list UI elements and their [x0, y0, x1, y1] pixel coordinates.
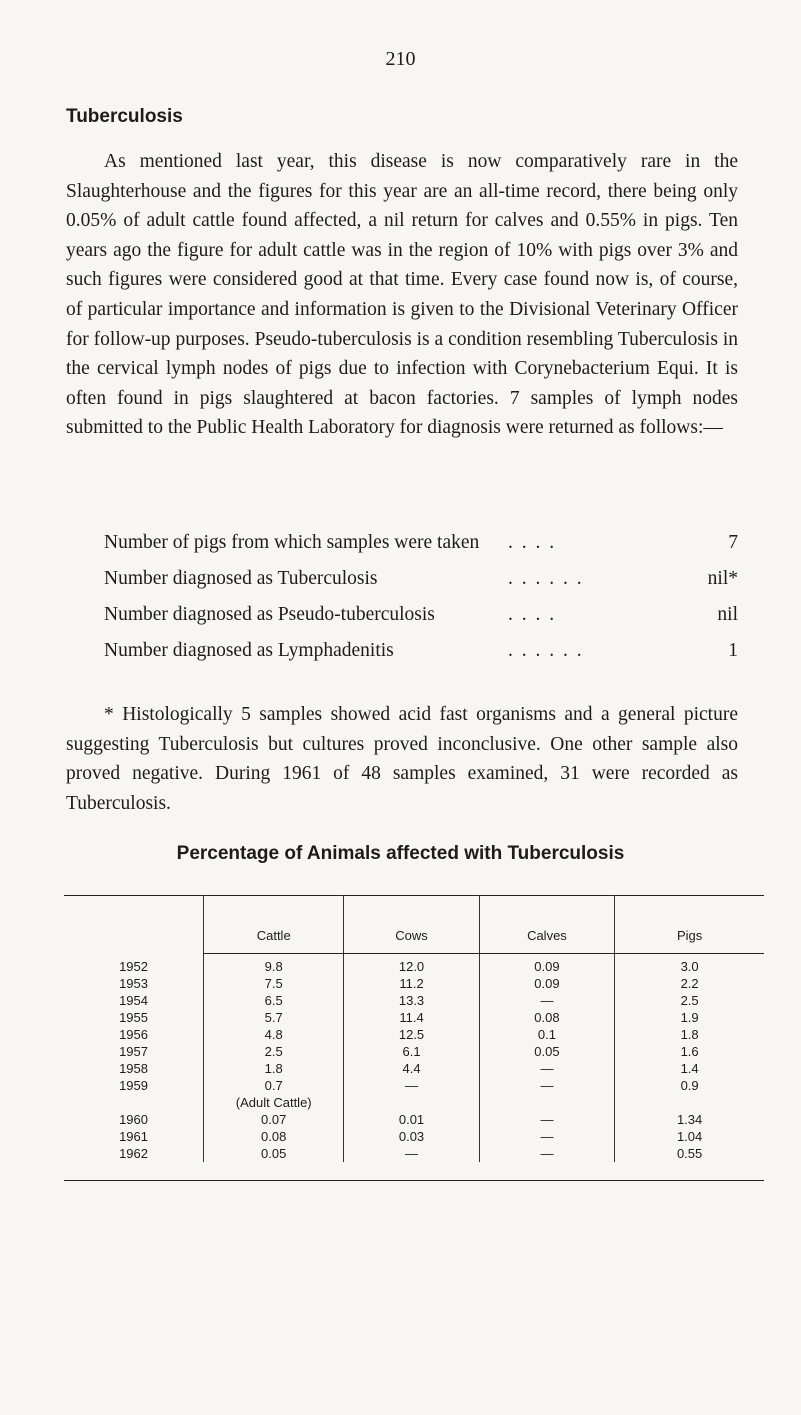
- table-row: [64, 1094, 764, 1111]
- stat-label: Number diagnosed as Lymphadenitis: [104, 640, 394, 661]
- footnote-paragraph-text: * Histologically 5 samples showed acid fast organisms and a general picture suggesting Tuberculosis but cultures proved inconclusive. One other sample also proved negative. During 1961 of 48 samples examined, 31 were recorded as Tuberculosis.: [66, 704, 738, 814]
- stat-value: 1: [728, 640, 738, 661]
- value-cell: 5.7: [204, 1009, 344, 1026]
- stat-label: Number diagnosed as Tuberculosis: [104, 568, 378, 589]
- year-cell: 1952: [119, 958, 148, 974]
- value-cell: 2.5: [204, 1043, 344, 1060]
- stat-value: 7: [728, 532, 738, 553]
- value-cell: —: [479, 1077, 615, 1094]
- page-number: 210: [385, 48, 416, 70]
- table-row: [64, 1111, 764, 1128]
- stat-value: nil*: [707, 568, 738, 589]
- year-cell: 1960: [119, 1112, 148, 1127]
- value-cell: 0.09: [479, 975, 615, 992]
- year-cell: [64, 1094, 204, 1111]
- header-cows: Cows: [344, 896, 479, 954]
- table-row: [64, 992, 764, 1009]
- stat-row: [104, 604, 738, 640]
- value-cell: (Adult Cattle): [204, 1094, 344, 1111]
- year-cell: 1955: [119, 1010, 148, 1025]
- stat-leader-dots: . . . . . .: [508, 568, 584, 589]
- stat-value: nil: [717, 604, 738, 625]
- value-cell: 1.9: [615, 1009, 764, 1026]
- stat-leader-dots: . . . . . .: [508, 640, 584, 661]
- value-cell: [479, 1094, 615, 1111]
- value-cell: 0.09: [479, 954, 615, 976]
- stat-row: [104, 568, 738, 604]
- value-cell: 7.5: [204, 975, 344, 992]
- value-cell: 0.03: [344, 1128, 479, 1145]
- value-cell: 9.8: [204, 954, 344, 976]
- value-cell: 11.4: [344, 1009, 479, 1026]
- value-cell: 4.8: [204, 1026, 344, 1043]
- table-bottom-rule: [64, 1180, 764, 1181]
- value-cell: 0.08: [479, 1009, 615, 1026]
- value-cell: —: [479, 1111, 615, 1128]
- table-row: [64, 1077, 764, 1094]
- value-cell: 0.05: [204, 1145, 344, 1162]
- value-cell: —: [479, 992, 615, 1009]
- year-cell: 1954: [119, 993, 148, 1008]
- year-cell: 1958: [119, 1061, 148, 1076]
- value-cell: 2.2: [615, 975, 764, 992]
- value-cell: 0.01: [344, 1111, 479, 1128]
- value-cell: —: [479, 1060, 615, 1077]
- stat-leader-dots: . . . .: [508, 532, 557, 553]
- value-cell: 12.5: [344, 1026, 479, 1043]
- value-cell: [344, 1094, 479, 1111]
- sample-results-list: [104, 532, 738, 676]
- year-cell: 1959: [119, 1078, 148, 1093]
- table-row: [64, 1145, 764, 1162]
- value-cell: 1.34: [615, 1111, 764, 1128]
- header-year: [64, 896, 204, 954]
- table-header-row: [64, 896, 764, 954]
- tuberculosis-table: [64, 895, 764, 1162]
- value-cell: —: [344, 1145, 479, 1162]
- section-heading: Tuberculosis: [66, 106, 183, 127]
- year-cell: 1962: [119, 1146, 148, 1161]
- value-cell: 1.04: [615, 1128, 764, 1145]
- value-cell: 0.9: [615, 1077, 764, 1094]
- header-calves: Calves: [479, 896, 615, 954]
- table-row: [64, 1128, 764, 1145]
- year-cell: 1957: [119, 1044, 148, 1059]
- value-cell: 6.5: [204, 992, 344, 1009]
- year-cell: 1956: [119, 1027, 148, 1042]
- value-cell: 0.55: [615, 1145, 764, 1162]
- intro-paragraph-text: As mentioned last year, this disease is now comparatively rare in the Slaughterhouse and the figures for this year are an all-time record, there being only 0.05% of adult cattle found affected, a nil return for calves and 0.55% in pigs. Ten years ago the figure for adult cattle was in the region of 10% with pigs over 3% and such figures were considered good at that time. Every case found now is, of course, of particular importance and information is given to the Divisional Veterinary Officer for follow-up purposes. Pseudo-tuberculosis is a condition resembling Tuberculosis in the cervical lymph nodes of pigs due to infection with Corynebacterium Equi. It is often found in pigs slaughtered at bacon factories. 7 samples of lymph nodes submitted to the Public Health Laboratory for diagnosis were returned as follows:—: [66, 151, 738, 439]
- value-cell: 1.6: [615, 1043, 764, 1060]
- value-cell: 13.3: [344, 992, 479, 1009]
- stat-label: Number of pigs from which samples were taken: [104, 532, 480, 553]
- value-cell: 3.0: [615, 954, 764, 976]
- intro-paragraph: [66, 147, 738, 443]
- footnote-paragraph: [66, 700, 738, 818]
- value-cell: —: [344, 1077, 479, 1094]
- value-cell: 0.07: [204, 1111, 344, 1128]
- table-row: [64, 1060, 764, 1077]
- header-cattle: Cattle: [204, 896, 344, 954]
- value-cell: 1.8: [615, 1026, 764, 1043]
- table-row: [64, 975, 764, 992]
- year-cell: 1953: [119, 976, 148, 991]
- table-row: [64, 1026, 764, 1043]
- value-cell: 6.1: [344, 1043, 479, 1060]
- header-pigs: Pigs: [615, 896, 764, 954]
- year-cell: 1961: [119, 1129, 148, 1144]
- stat-label: Number diagnosed as Pseudo-tuberculosis: [104, 604, 435, 625]
- table-title: Percentage of Animals affected with Tuberculosis: [176, 843, 625, 864]
- stat-row: [104, 640, 738, 676]
- stat-leader-dots: . . . .: [508, 604, 557, 625]
- table-body: [64, 954, 764, 1163]
- value-cell: 0.7: [204, 1077, 344, 1094]
- value-cell: 1.8: [204, 1060, 344, 1077]
- value-cell: 11.2: [344, 975, 479, 992]
- table-row: [64, 1009, 764, 1026]
- value-cell: 1.4: [615, 1060, 764, 1077]
- stat-row: [104, 532, 738, 568]
- table-row: [64, 1043, 764, 1060]
- value-cell: 4.4: [344, 1060, 479, 1077]
- value-cell: —: [479, 1128, 615, 1145]
- table-row: [64, 954, 764, 976]
- value-cell: 2.5: [615, 992, 764, 1009]
- value-cell: —: [479, 1145, 615, 1162]
- value-cell: 0.1: [479, 1026, 615, 1043]
- value-cell: 12.0: [344, 954, 479, 976]
- value-cell: 0.05: [479, 1043, 615, 1060]
- value-cell: [615, 1094, 764, 1111]
- value-cell: 0.08: [204, 1128, 344, 1145]
